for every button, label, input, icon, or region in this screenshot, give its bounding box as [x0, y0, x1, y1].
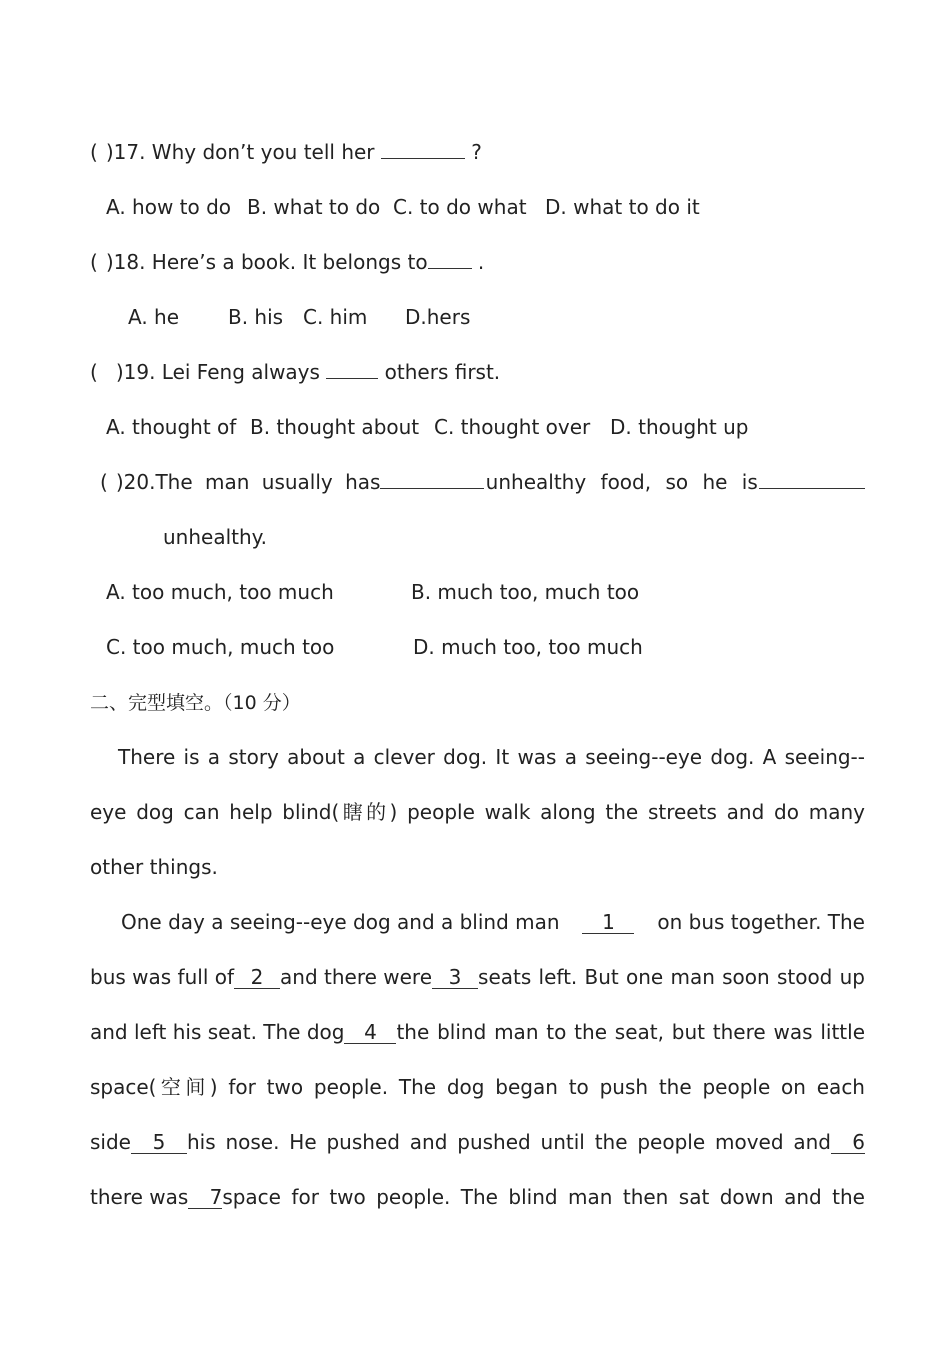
option-c[interactable]: C. thought over: [434, 415, 591, 439]
option-a[interactable]: A. how to do: [106, 195, 232, 219]
answer-blank[interactable]: [381, 138, 465, 159]
option-c[interactable]: C. him: [303, 305, 368, 329]
section-heading: 二、完型填空。（10 分）: [90, 692, 301, 714]
question-18: ( )18. Here’s a book. It belongs to .: [90, 250, 485, 274]
answer-blank[interactable]: [759, 468, 865, 489]
answer-blank[interactable]: [428, 248, 472, 269]
cloze-blank-3[interactable]: 3: [432, 966, 478, 989]
cloze-blank-2[interactable]: 2: [234, 966, 280, 989]
option-a[interactable]: A. too much, too much: [106, 580, 334, 604]
question-19: ( )19. Lei Feng always others first.: [90, 360, 501, 384]
option-a[interactable]: A. he: [128, 305, 180, 329]
cloze-blank-7[interactable]: 7: [188, 1186, 222, 1209]
passage-line: bus was full of 2 and there were 3 seats left. But one man soon stood up: [90, 965, 865, 989]
answer-blank[interactable]: [380, 468, 484, 489]
passage-line: One day a seeing--eye dog and a blind man 1 on bus together. The: [121, 910, 865, 934]
cloze-blank-1[interactable]: 1: [582, 911, 634, 934]
cloze-blank-6[interactable]: 6: [831, 1131, 865, 1154]
option-d[interactable]: D. thought up: [610, 415, 749, 439]
option-b[interactable]: B. his: [228, 305, 284, 329]
passage-line: there was 7 space for two people. The blind man then sat down and the: [90, 1185, 865, 1209]
passage-line: and left his seat. The dog 4 the blind man to the seat, but there was little: [90, 1020, 865, 1044]
option-b[interactable]: B. much too, much too: [411, 580, 640, 604]
option-c[interactable]: C. to do what: [393, 195, 527, 219]
question-17: ( )17. Why don’t you tell her ?: [90, 140, 482, 164]
passage-line: side 5 his nose. He pushed and pushed until the people moved and 6: [90, 1130, 865, 1154]
question-20-cont: unhealthy.: [163, 525, 268, 549]
option-d[interactable]: D. much too, too much: [413, 635, 643, 659]
passage-line: other things.: [90, 855, 218, 879]
cloze-blank-5[interactable]: 5: [131, 1131, 187, 1154]
passage-line: eye dog can help blind(瞎的) people walk along the streets and do many: [90, 800, 865, 824]
passage-line: There is a story about a clever dog. It was a seeing--eye dog. A seeing--: [118, 745, 865, 769]
option-b[interactable]: B. what to do: [247, 195, 381, 219]
option-b[interactable]: B. thought about: [250, 415, 420, 439]
cloze-blank-4[interactable]: 4: [344, 1021, 396, 1044]
option-a[interactable]: A. thought of: [106, 415, 237, 439]
option-d[interactable]: D. what to do it: [545, 195, 700, 219]
option-c[interactable]: C. too much, much too: [106, 635, 335, 659]
option-d[interactable]: D.hers: [405, 305, 471, 329]
question-20: ( )20.The man usually has unhealthy food, so he is: [100, 468, 865, 496]
passage-line: space(空间) for two people. The dog began to push the people on each: [90, 1075, 865, 1099]
answer-blank[interactable]: [326, 358, 378, 379]
